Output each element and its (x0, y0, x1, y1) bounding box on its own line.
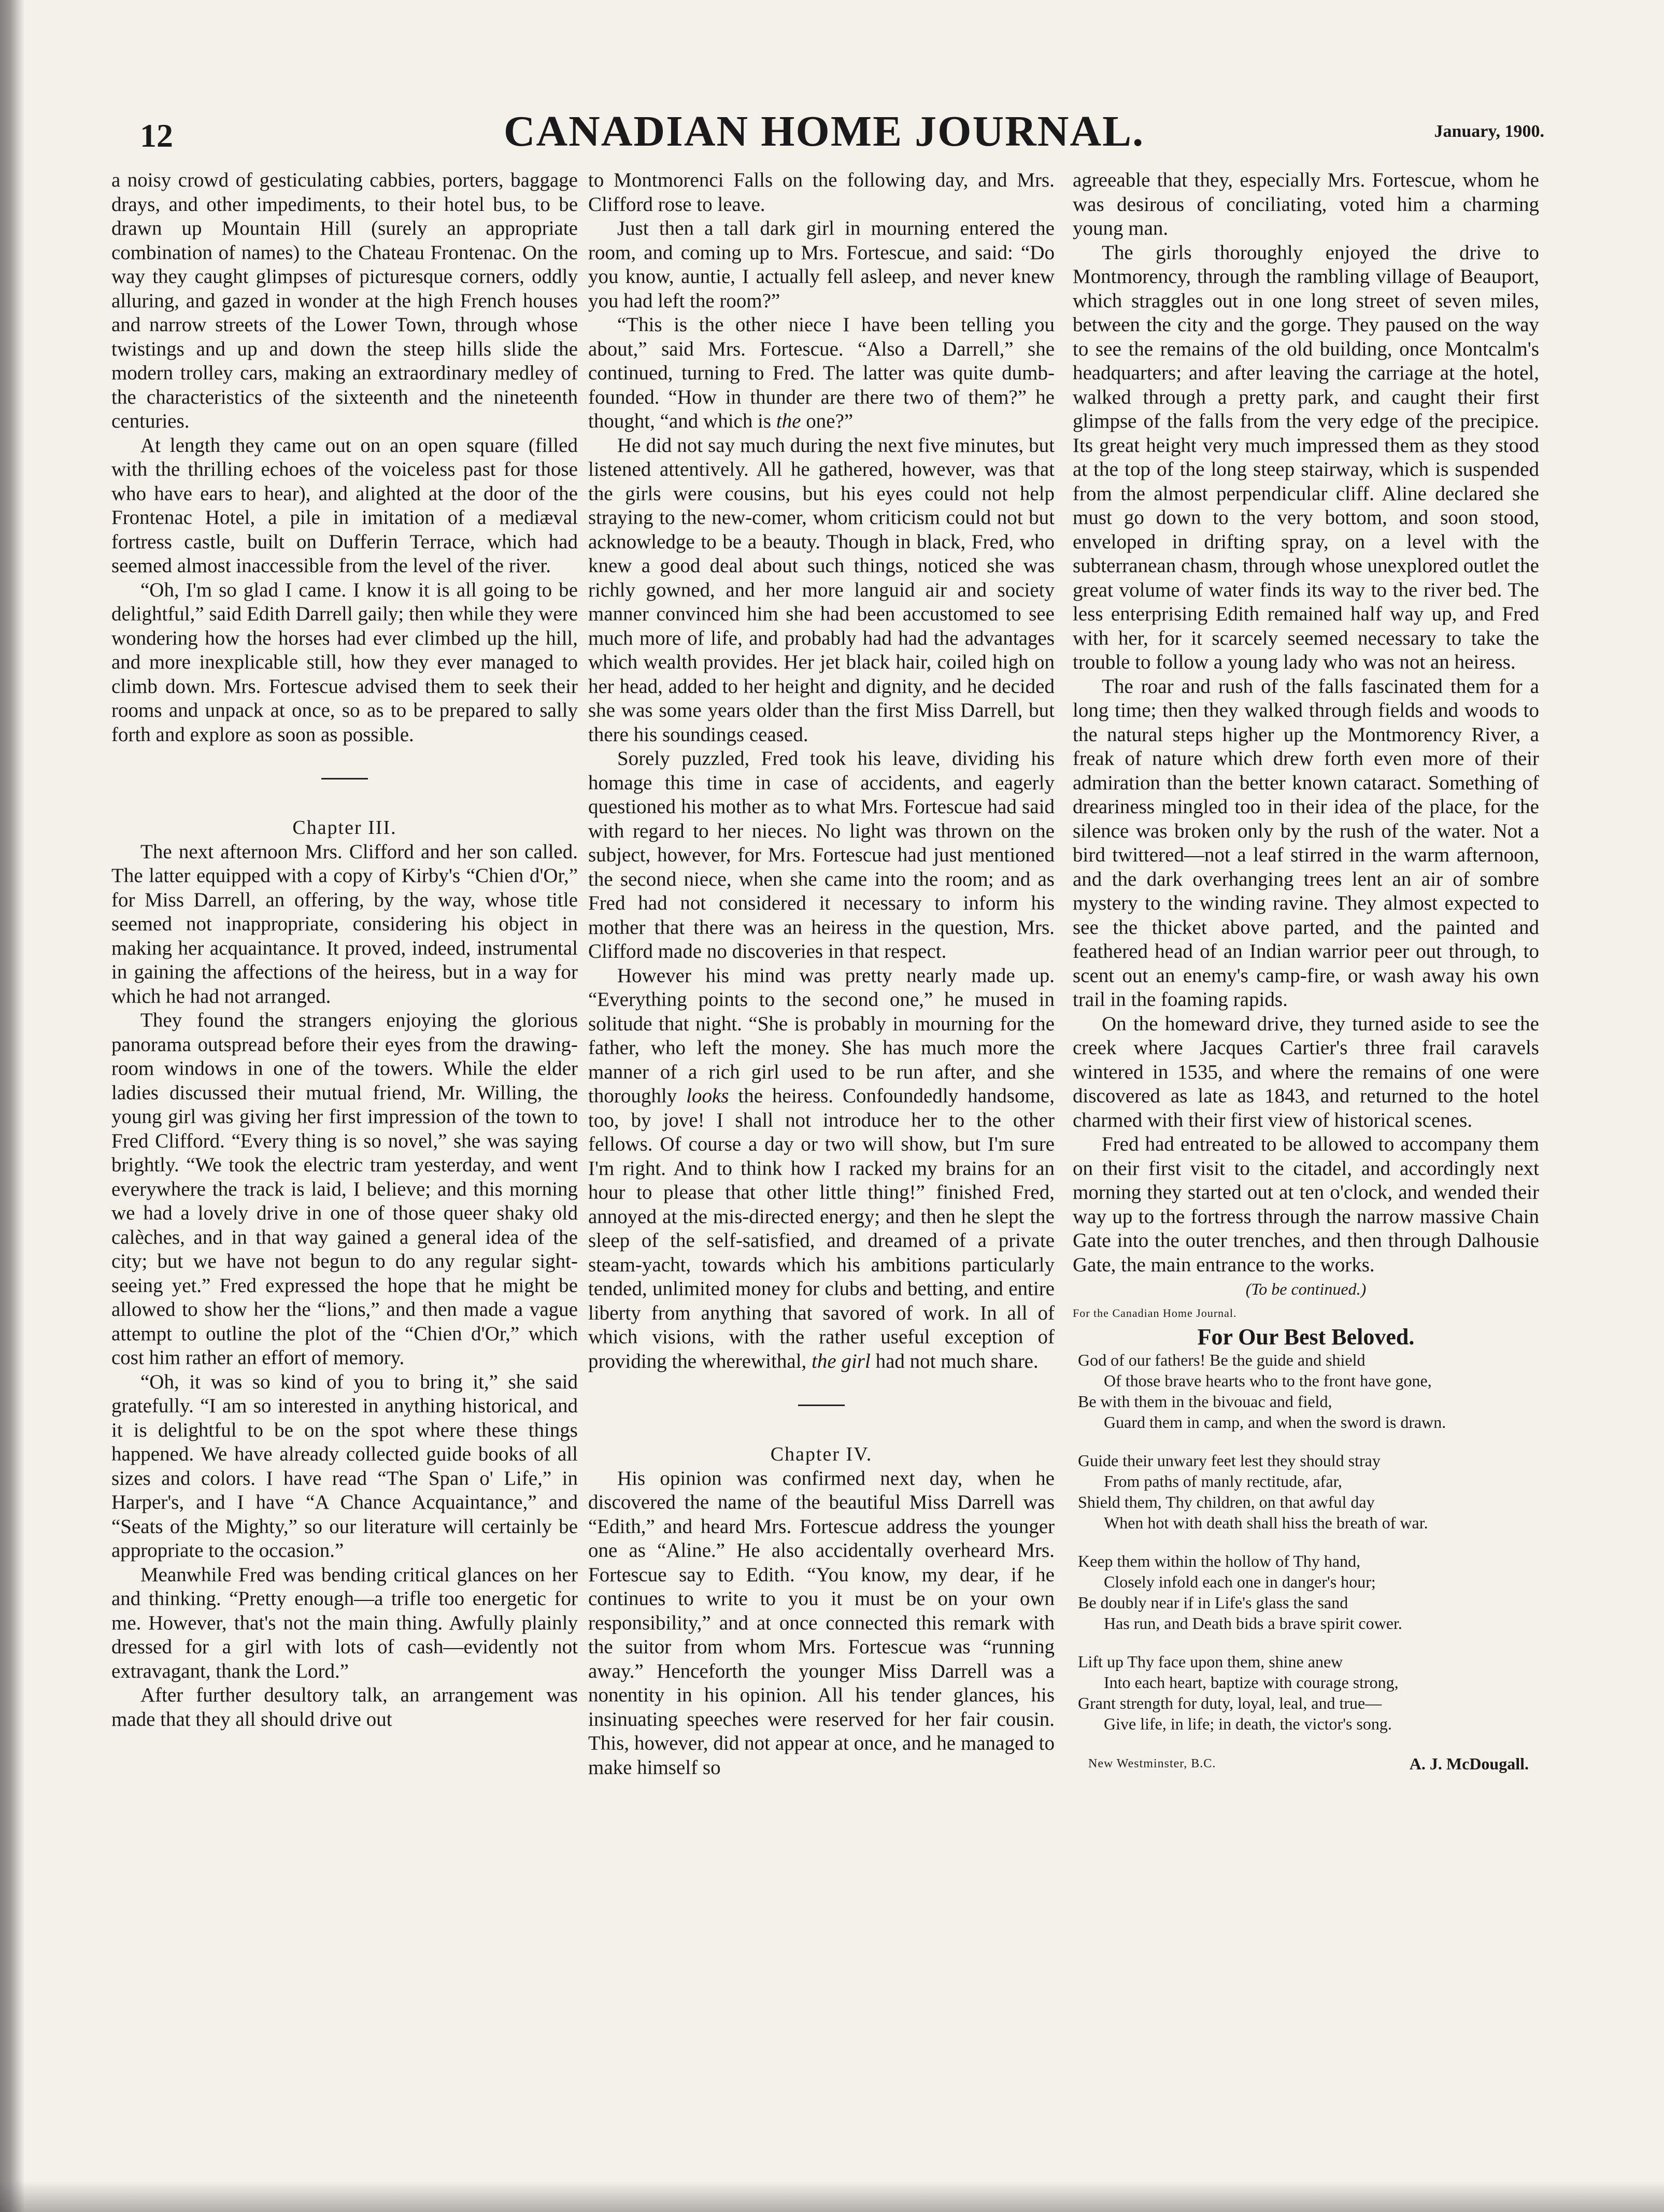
scan-edge-left (0, 0, 25, 2212)
poem-line: Grant strength for duty, loyal, leal, and true— (1078, 1693, 1382, 1712)
poem-stanza (1078, 1651, 1539, 1734)
poem-line: Lift up Thy face upon them, shine anew (1078, 1652, 1343, 1671)
paragraph: Meanwhile Fred was bending critical glances on her and thinking. “Pretty enough—a trifle too energetic for me. However, that's not the main thing. Awfully plainly dressed for a girl with lots of cash—evidently not extravagant, thank the Lord.” (111, 1563, 578, 1682)
poem-title: For Our Best Beloved. (1197, 1324, 1415, 1350)
issue-date: January, 1900. (1434, 122, 1544, 141)
paragraph: a noisy crowd of gesticulating cabbies, porters, baggage drays, and other impediments, to their hotel bus, to be drawn up Mountain Hill (surely an appropriate combination of names) to the Chateau Frontenac. On the way they caught glimpses of picturesque corners, oddly alluring, and gazed in wonder at the high French houses and narrow streets of the Lower Town, through whose twistings and up and down the steep hills slide the modern trolley cars, making an extraordinary medley of the characteristics of the sixteenth and the nineteenth centuries. (111, 169, 578, 432)
page-header (104, 106, 1544, 158)
poem-line: Keep them within the hollow of Thy hand, (1078, 1551, 1361, 1570)
paragraph: to Montmorenci Falls on the following day, and Mrs. Clifford rose to leave. (588, 169, 1055, 216)
poem-stanza (1078, 1450, 1539, 1533)
paragraph (588, 313, 1055, 434)
section-divider (798, 1405, 845, 1406)
poem-line: When hot with death shall hiss the breath of war. (1104, 1513, 1428, 1532)
column-3 (1073, 168, 1539, 1776)
paragraph: They found the strangers enjoying the glorious panorama outspread before their eyes from the drawing-room windows in one of the towers. While the elder ladies discussed their mutual friend, Mr. Willing, the young girl was giving her first impression of the town to Fred Clifford. “Every thing is so novel,” she was saying brightly. “We took the electric tram yesterday, and went everywhere the track is laid, I believe; and this morning we had a lovely drive in one of those queer shaky old calèches, and in that way gained a general idea of the city; but we have not begun to do any regular sight-seeing yet.” Fred expressed the hope that he might be allowed to show her the “lions,” and then made a vague attempt to outline the plot of the “Chien d'Or,” which cost him rather an effort of memory. (111, 1009, 578, 1369)
paragraph: After further desultory talk, an arrangement was made that they all should drive out (111, 1684, 578, 1731)
column-1 (111, 168, 578, 1732)
paragraph: “Oh, it was so kind of you to bring it,” she said gratefully. “I am so interested in anything historical, and it is delightful to be on the spot where these things happened. We have already collected guide books of all sizes and colors. I have read “The Span o' Life,” in Harper's, and I have “A Chance Acquaintance,” and “Seats of the Mighty,” so our literature will certainly be appropriate to the occasion.” (111, 1370, 578, 1562)
paragraph: On the homeward drive, they turned aside to see the creek where Jacques Cartier's three frail caravels wintered in 1535, and where the remains of one were discovered as late as 1843, and returned to the hotel charmed with their first view of historical scenes. (1073, 1012, 1539, 1131)
poem-line: Has run, and Death bids a brave spirit cower. (1104, 1613, 1402, 1633)
poem-line: Give life, in life; in death, the victor's song. (1104, 1714, 1392, 1733)
text-run: “This is the other niece I have been telling you about,” said Mrs. Fortescue. “Also a Darrell,” she continued, turning to Fred. The latter was quite dumb-founded. “How in thunder are there two of them?” he thought, “and which is (588, 314, 1055, 432)
poem-line: Of those brave hearts who to the front have gone, (1104, 1371, 1432, 1390)
poem-line: Into each heart, baptize with courage strong, (1104, 1672, 1399, 1692)
text-run: the heiress. Confoundedly handsome, too, by jove! I shall not introduce her to the other fellows. Of course a day or two will show, but I'm sure I'm right. And to think how I racked my brains for an hour to please that other little thing!” finished Fred, annoyed at the mis-directed energy; and then he slept the sleep of the self-satisfied, and dreamed of a private steam-yacht, towards which his ambitions particularly tended, unlimited money for clubs and betting, and entire liberty from anything that savored of work. In all of which visions, with the rather useful exception of providing the wherewithal, (588, 1085, 1055, 1372)
emphasis: the (776, 410, 801, 432)
poem-line: From paths of manly rectitude, afar, (1104, 1471, 1342, 1491)
paragraph: Sorely puzzled, Fred took his leave, dividing his homage this time in case of accidents, and eagerly questioned his mother as to what Mrs. Fortescue had said with regard to her nieces. No light was thrown on the subject, however, for Mrs. Fortescue had just mentioned the second niece, when she came into the room; and as Fred had not considered it necessary to inform his mother that there was an heiress in the question, Mrs. Clifford made no discoveries in that respect. (588, 747, 1055, 962)
text-run: one?” (801, 410, 854, 432)
paragraph: The girls thoroughly enjoyed the drive to Montmorency, through the rambling village of Beauport, which straggles out in one long street of seven miles, between the city and the gorge. They paused on the way to see the remains of the old building, once Montcalm's headquarters; and after leaving the carriage at the hotel, walked through a pretty park, and caught their first glimpse of the falls from the very edge of the precipice. Its great height very much impressed them as they stood at the top of the long steep stairway, which is suspended from the almost perpendicular cliff. Aline declared she must go down to the very bottom, and soon stood, enveloped in drifting spray, on a level with the subterranean chasm, through whose unexplored outlet the great volume of water finds its way to the river bed. The less enterprising Edith remained half way up, and Fred with her, for it scarcely seemed necessary to take the trouble to follow a young lady who was not an heiress. (1073, 241, 1539, 673)
paragraph: Fred had entreated to be allowed to accompany them on their first visit to the citadel, and accordingly next morning they started out at ten o'clock, and wended their way up to the fortress through the narrow massive Chain Gate into the outer trenches, and then through Dalhousie Gate, the main entrance to the works. (1073, 1133, 1539, 1276)
paragraph: The next afternoon Mrs. Clifford and her son called. The latter equipped with a copy of Kirby's “Chien d'Or,” for Miss Darrell, an offering, by the way, whose title seemed not inappropriate, considering his object in making her acquaintance. It proved, indeed, instrumental in gaining the affections of the heiress, but in a way for which he had not arranged. (111, 840, 578, 1008)
emphasis: the girl (812, 1350, 871, 1372)
paragraph (588, 964, 1055, 1374)
chapter-heading: Chapter III. (292, 817, 397, 839)
poem-byline: For the Canadian Home Journal. (1073, 1306, 1237, 1320)
paragraph: agreeable that they, especially Mrs. Fortescue, whom he was desirous of conciliating, voted him a charming young man. (1073, 169, 1539, 239)
section-divider (321, 778, 368, 779)
poem-stanza (1078, 1350, 1539, 1433)
paragraph: His opinion was confirmed next day, when he discovered the name of the beautiful Miss Darrell was “Edith,” and heard Mrs. Fortescue address the younger one as “Aline.” He also accidentally overheard Mrs. Fortescue say to Edith. “You know, my dear, if he continues to write to you it must be on your own responsibility,” and at once connected this remark with the suitor from whom Mrs. Fortescue was “running away.” Henceforth the younger Miss Darrell was a nonentity in his opinion. All his tender glances, his insinuating speeches were reserved for her fair cousin. This, however, did not appear at once, and he managed to make himself so (588, 1467, 1055, 1779)
poem-line: Be doubly near if in Life's glass the sand (1078, 1593, 1348, 1612)
poem-signoff (1088, 1752, 1529, 1776)
poem-line: Guide their unwary feet lest they should stray (1078, 1451, 1381, 1470)
column-2 (588, 168, 1055, 1780)
text-run: had not much share. (870, 1350, 1039, 1372)
page-number: 12 (140, 117, 173, 154)
poem-line: Guard them in camp, and when the sword is drawn. (1104, 1412, 1446, 1431)
paragraph: He did not say much during the next five minutes, but listened attentively. All he gathered, however, was that the girls were cousins, but his eyes could not help straying to the new-comer, whom criticism could not but acknowledge to be a beauty. Though in black, Fred, who knew a good deal about such things, noticed she was richly gowned, and her more languid air and society manner convinced him she had been accustomed to see much more of life, and probably had had the advantages which wealth provides. Her jet black hair, coiled high on her head, added to her height and dignity, and he decided she was some years older than the first Miss Darrell, but there his soundings ceased. (588, 434, 1055, 746)
poem-stanza (1078, 1551, 1539, 1634)
paragraph: “Oh, I'm so glad I came. I know it is all going to be delightful,” said Edith Darrell gaily; then while they were wondering how the horses had ever climbed up the hill, and more inexplicable still, how they ever managed to climb down. Mrs. Fortescue advised them to seek their rooms and unpack at once, so as to be prepared to sally forth and explore as soon as possible. (111, 578, 578, 746)
scan-edge-bottom (0, 2181, 1664, 2212)
paragraph: At length they came out on an open square (filled with the thrilling echoes of the voiceless past for those who have ears to hear), and alighted at the door of the Frontenac Hotel, a pile in imitation of a mediæval fortress castle, built on Dufferin Terrace, which had seemed almost inaccessible from the level of the river. (111, 434, 578, 577)
emphasis: looks (686, 1085, 729, 1107)
poem-place: New Westminster, B.C. (1088, 1756, 1216, 1770)
journal-title: CANADIAN HOME JOURNAL. (503, 107, 1145, 155)
paragraph: The roar and rush of the falls fascinated them for a long time; then they walked through fields and woods to the natural steps higher up the Montmorency River, a freak of nature which drew forth even more of their admiration than the better known cataract. Something of dreariness mingled too in their idea of the place, for the silence was broken only by the rush of the water. Not a bird twittered—not a leaf stirred in the warm afternoon, and the dark overhanging trees lent an air of sombre mystery to the winding ravine. They almost expected to see the thicket above parted, and the painted and feathered head of an Indian warrior peer out through, to scent out an enemy's camp-fire, or wash away his own trail in the foaming rapids. (1073, 675, 1539, 1011)
to-be-continued: (To be continued.) (1245, 1280, 1367, 1298)
poem-line: Shield them, Thy children, on that awful day (1078, 1492, 1375, 1511)
text-run: However his mind was pretty nearly made up. “Everything points to the second one,” he mused in solitude that night. “She is probably in mourning for the father, who left the money. She has much more the manner of a rich girl used to be run after, and she thoroughly (588, 964, 1055, 1107)
paragraph: Just then a tall dark girl in mourning entered the room, and coming up to Mrs. Fortescue, and said: “Do you know, auntie, I actually fell asleep, and never knew you had left the room?” (588, 217, 1055, 312)
poem-author: A. J. McDougall. (1409, 1754, 1529, 1773)
poem-line: Closely infold each one in danger's hour; (1104, 1572, 1376, 1591)
poem-line: Be with them in the bivouac and field, (1078, 1392, 1332, 1411)
chapter-heading: Chapter IV. (770, 1443, 873, 1465)
poem-line: God of our fathers! Be the guide and shield (1078, 1350, 1366, 1369)
